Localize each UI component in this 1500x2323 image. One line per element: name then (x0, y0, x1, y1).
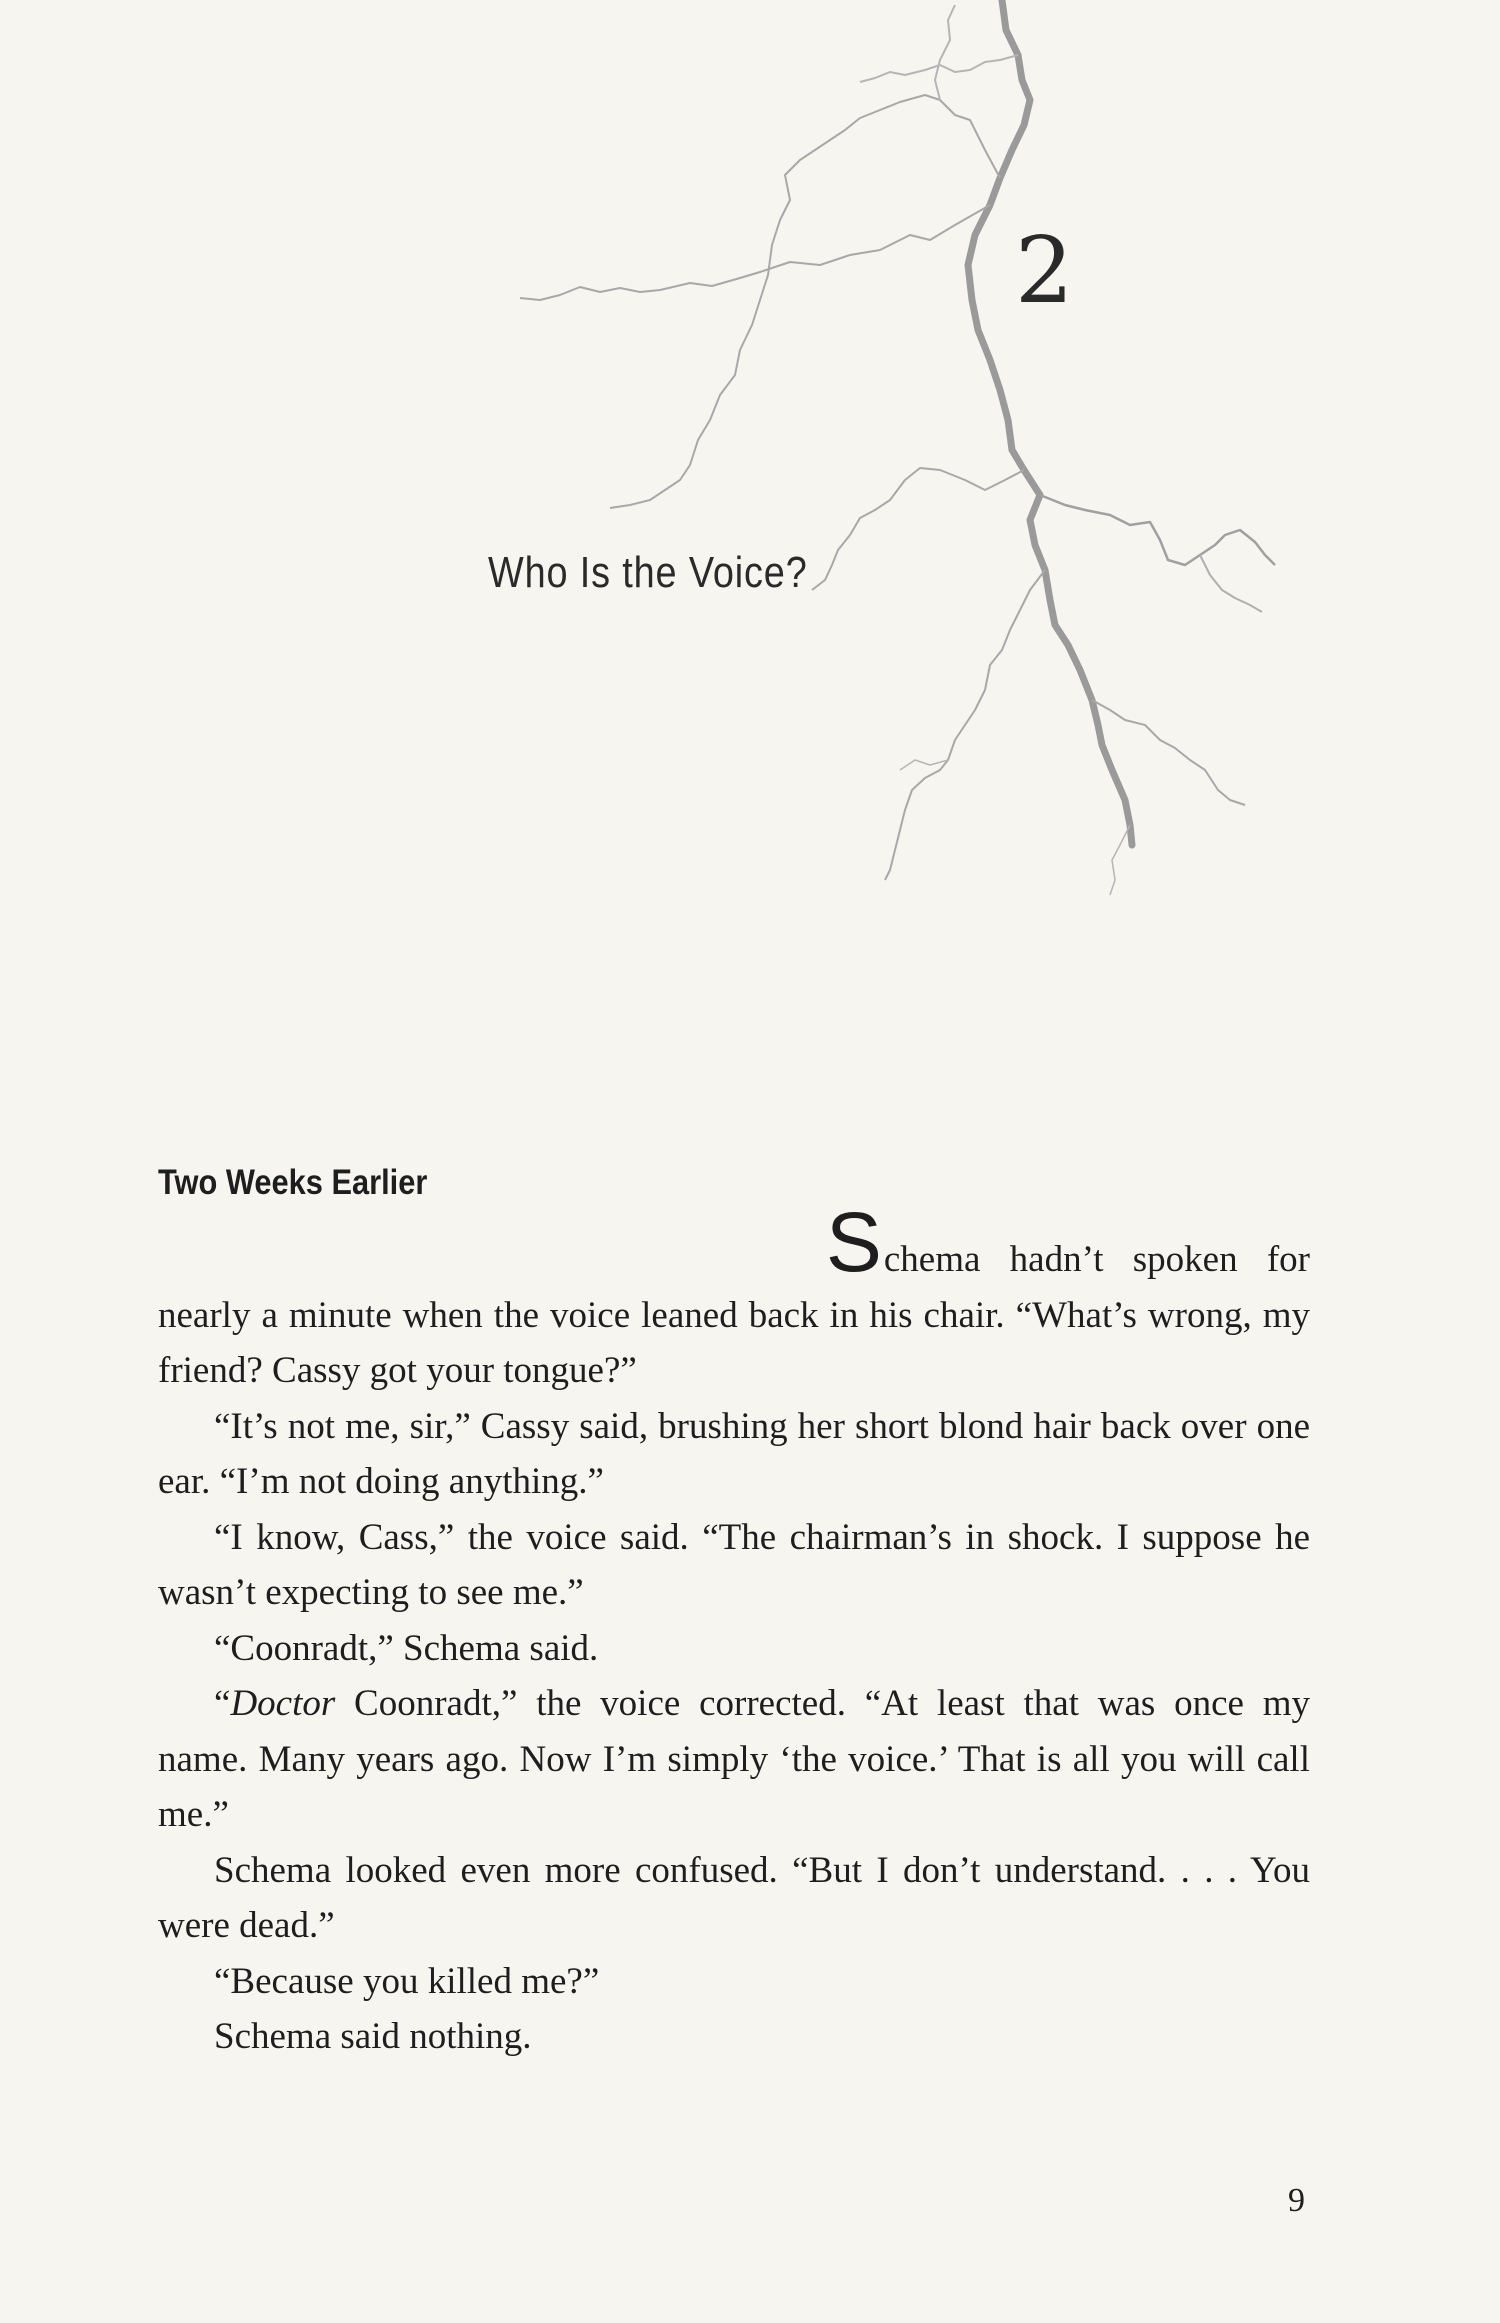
body-text (158, 1195, 1310, 2065)
opening-first-line (158, 1195, 1310, 1289)
page-number: 9 (1288, 2182, 1305, 2219)
paragraph-doctor (158, 1676, 1310, 1843)
drop-cap: S (825, 1195, 882, 1289)
paragraph: Schema looked even more confused. “But I don’t understand. . . . You were dead.” (158, 1849, 1310, 1946)
paragraph: Schema said nothing. (214, 2016, 532, 2057)
doctor-paragraph-rest: Coonradt,” the voice corrected. “At least that was once my name. Many years ago. Now I’m simply ‘the voice.’ That is all you will call me.” (158, 1683, 1310, 1835)
paragraph-opening (158, 1195, 1310, 1399)
doctor-open-quote: “ (214, 1683, 231, 1724)
chapter-number: 2 (1015, 217, 1074, 324)
paragraph: “Coonradt,” Schema said. (214, 1627, 599, 1669)
lightning-illustration (0, 0, 1500, 950)
paragraph: “I know, Cass,” the voice said. “The chairman’s in shock. I suppose he wasn’t expecting to see me.” (158, 1516, 1310, 1613)
opening-first-line-text: chema hadn’t spoken for (883, 1239, 1310, 1280)
chapter-title: Who Is the Voice? (488, 548, 808, 597)
doctor-italic: Doctor (230, 1683, 336, 1724)
paragraph: “Because you killed me?” (214, 1960, 600, 2002)
opening-paragraph-rest: nearly a minute when the voice leaned back in his chair. “What’s wrong, my friend? Cassy got your tongue?” (158, 1294, 1310, 1391)
paragraph: “It’s not me, sir,” Cassy said, brushing her short blond hair back over one ear. “I’m not doing anything.” (158, 1405, 1310, 1502)
section-heading: Two Weeks Earlier (158, 1163, 428, 1202)
